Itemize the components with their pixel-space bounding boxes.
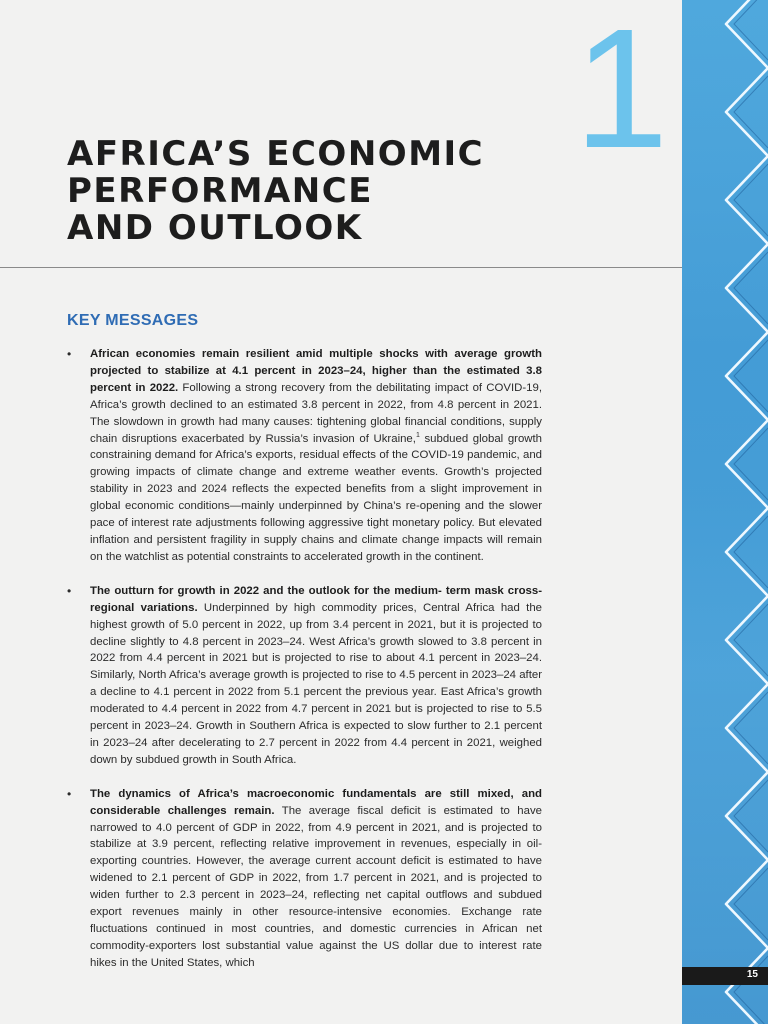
key-message-body: Following a strong recovery from the debilitating impact of COVID-19, Africa’s growth declined to an estimated 3.8 percent in 2022, from 4.8 percent in 2021. The slowdown in growth had many causes: tightening global financial conditions, supply chain disruptions exacerbated by Russia’s invasion of Ukraine,	[90, 381, 542, 445]
key-message-body: The average fiscal deficit is estimated to have narrowed to 4.0 percent of GDP in 2022, from 4.9 percent in 2021, and is projected to stabilize at 3.9 percent, reflecting relative improvement in revenues, especially in oil-exporting countries. However, the average current account deficit is estimated to have widened to 2.1 percent of GDP in 2022, from 1.7 percent in 2021, and is projected to widen further to 2.3 percent in 2023–24, reflecting net capital outflows and subdued export revenues mainly in other resource-intensive economies. Exchange rate fluctuations continued in most countries, and domestic currencies in African net commodity-exporters lost substantial value against the US dollar due to interest rate hikes in the United States, which	[90, 804, 542, 969]
chapter-number: 1	[574, 0, 669, 184]
key-message-lead: African economies remain resilient amid multiple shocks with average growth projected to stabilize at 4.1 percent in 2023–24, higher than the estimated 3.8 percent in 2022.	[90, 348, 542, 394]
key-message-body-continued: subdued global growth constraining demand for Africa’s exports, residual effects of the COVID-19 pandemic, and growing impacts of climate change and extreme weather events. Growth’s projected stability in 2023 and 2024 reflects the expected benefits from a slight improvement in global economic conditions—mainly underpinned by China’s re-opening and the slower pace of interest rate adjustments following aggressive tight monetary policy. But elevated inflation and persistent fragility in supply chains and climate change impacts will remain on the watchlist as potential constraints to accelerated growth in the continent.	[90, 432, 543, 563]
bullet-dot-icon: •	[67, 583, 72, 598]
key-message-lead: The dynamics of Africa’s macroeconomic fundamentals are still mixed, and considerable challenges remain.	[90, 787, 542, 817]
chapter-title	[67, 136, 484, 247]
bullet-dot-icon: •	[67, 347, 72, 361]
chapter-title-line-1: AFRICA’S ECONOMIC	[67, 134, 485, 174]
footnote-marker[interactable]: 1	[415, 431, 420, 439]
chapter-title-line-3: AND OUTLOOK	[67, 208, 363, 248]
key-message-body: Underpinned by high commodity prices, Central Africa had the highest growth of 5.0 percent in 2022, up from 3.4 percent in 2021, but it is projected to decline slightly to 4.8 percent in 2023–24. West Africa’s growth slowed to 3.8 percent in 2022 from 4.4 percent in 2021 but is projected to rise to about 4.1 percent in 2023–24. Similarly, North Africa’s average growth is projected to rise to 4.5 percent in 2023–24 after a decline to 4.1 percent in 2022 from 5.1 percent the previous year. East Africa’s growth moderated to 4.4 percent in 2022 from 4.7 percent in 2021 but is projected to rise to 5.5 percent in 2023–24. Growth in Southern Africa is expected to slow further to 2.1 percent in 2023–24 after decelerating to 2.7 percent in 2022 from 4.4 percent in 2021, weighed down by subdued growth in South Africa.	[90, 601, 542, 766]
key-message-item	[67, 583, 542, 769]
chapter-title-line-2: PERFORMANCE	[67, 171, 373, 211]
key-message-item	[67, 786, 542, 972]
diamond-pattern-icon	[682, 0, 768, 1024]
decorative-side-band	[682, 0, 768, 1024]
page-number-box	[682, 967, 768, 985]
key-messages-list	[67, 346, 542, 989]
key-message-lead: The outturn for growth in 2022 and the outlook for the medium- term mask cross-regional variations.	[90, 584, 542, 614]
page-number: 15	[746, 969, 758, 980]
title-divider	[0, 267, 682, 268]
section-heading: KEY MESSAGES	[67, 312, 199, 329]
bullet-dot-icon: •	[67, 786, 72, 801]
key-message-item	[67, 346, 542, 566]
